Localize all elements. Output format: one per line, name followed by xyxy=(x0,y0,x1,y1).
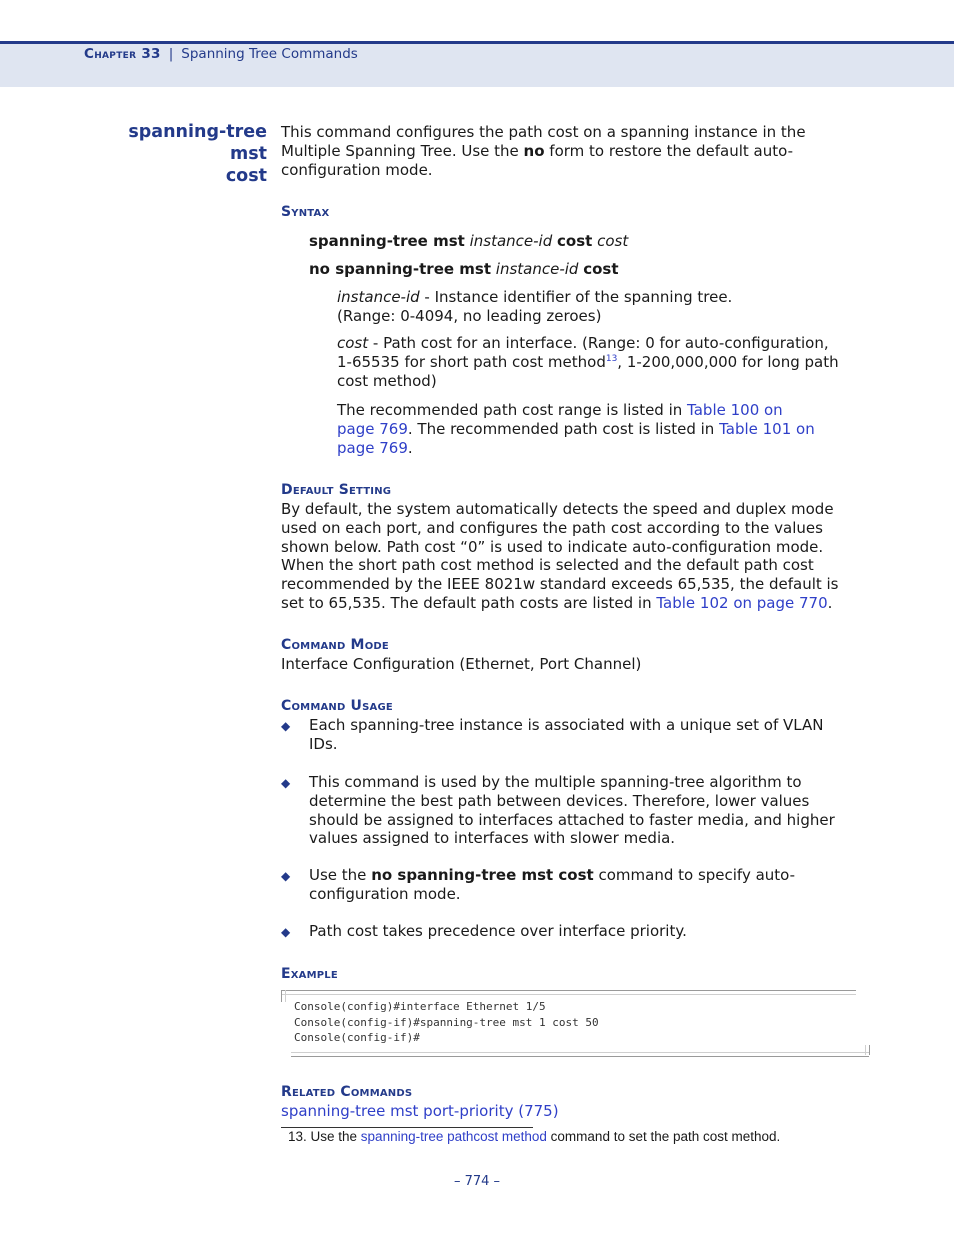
table-100-link[interactable]: page 769 xyxy=(337,419,408,438)
related-command-link[interactable]: spanning-tree mst port-priority (775) xyxy=(281,1102,559,1120)
text: cost method) xyxy=(337,371,437,390)
text: recommended by the IEEE 8021w standard exceeds 65,535, the default is xyxy=(281,575,839,594)
syntax-param: cost xyxy=(597,232,629,250)
intro-line xyxy=(281,142,806,161)
syntax-command xyxy=(309,232,628,251)
command-title-line2: cost xyxy=(225,166,267,186)
command-title xyxy=(96,121,267,187)
table-100-link[interactable]: Table 100 on xyxy=(687,401,783,419)
intro-line: This command configures the path cost on a spanning instance in the xyxy=(281,123,806,141)
text: command to specify auto- xyxy=(593,866,796,884)
pathcost-method-link[interactable]: spanning-tree pathcost method xyxy=(360,1129,547,1144)
bullet-diamond-icon: ◆ xyxy=(281,776,291,790)
text: The recommended path cost range is listed in xyxy=(337,401,688,419)
chapter-label: Chapter 33 xyxy=(84,46,161,62)
syntax-heading: Syntax xyxy=(281,204,330,220)
table-101-link[interactable]: page 769 xyxy=(337,438,408,457)
text: When the short path cost method is selected and the default path cost xyxy=(281,556,814,575)
syntax-keyword: spanning-tree mst xyxy=(309,232,465,250)
text: . xyxy=(407,438,413,457)
syntax-keyword: cost xyxy=(557,232,593,250)
default-setting-heading: Default Setting xyxy=(281,482,392,498)
usage-bullet-1 xyxy=(309,716,869,754)
usage-bullet-3 xyxy=(309,866,869,904)
recommended-note xyxy=(337,401,815,457)
syntax-keyword: no spanning-tree mst xyxy=(309,260,491,278)
text: set to 65,535. The default path costs are listed in xyxy=(281,593,657,612)
command-title-line1: spanning-tree mst xyxy=(128,122,267,164)
page-number: – 774 – xyxy=(453,1174,501,1189)
intro-paragraph xyxy=(281,123,806,179)
code-border xyxy=(281,990,286,1002)
text: - Path cost for an interface. (Range: 0 for auto-configuration, xyxy=(368,334,829,352)
param-instance-id xyxy=(337,288,732,326)
footnote xyxy=(288,1129,780,1144)
text: , 1-200,000,000 for long path xyxy=(617,352,839,371)
text: . The recommended path cost is listed in xyxy=(407,419,720,438)
text: Use the xyxy=(309,866,372,884)
table-102-link[interactable]: Table 102 on page 770 xyxy=(656,593,828,612)
param-name: instance-id xyxy=(337,288,420,306)
command-usage-heading: Command Usage xyxy=(281,698,393,714)
code-line: Console(config-if)#spanning-tree mst 1 cost 50 xyxy=(294,1016,599,1029)
text: IDs. xyxy=(309,734,338,753)
text: Path cost takes precedence over interface priority. xyxy=(309,922,687,940)
example-heading: Example xyxy=(281,966,338,982)
text: shown below. Path cost “0” is used to indicate auto-configuration mode. xyxy=(281,537,824,556)
table-101-link[interactable]: Table 101 on xyxy=(719,419,815,438)
bullet-diamond-icon: ◆ xyxy=(281,869,291,883)
text: used on each port, and configures the path cost according to the values xyxy=(281,518,823,537)
syntax-param: instance-id xyxy=(469,232,553,250)
bullet-diamond-icon: ◆ xyxy=(281,719,291,733)
intro-line: configuration mode. xyxy=(281,160,433,179)
text: 1-65535 for short path cost method xyxy=(337,352,606,371)
syntax-no-command xyxy=(309,260,619,279)
param-cost xyxy=(337,334,839,390)
text: Each spanning-tree instance is associated with a unique set of VLAN xyxy=(309,716,824,734)
text: 13. Use the xyxy=(288,1129,361,1144)
code-border xyxy=(281,990,856,995)
param-name: cost xyxy=(337,334,369,352)
text: determine the best path between devices. Therefore, lower values xyxy=(309,791,810,810)
code-border xyxy=(865,1045,870,1055)
text: Multiple Spanning Tree. Use the xyxy=(281,141,524,160)
text: configuration mode. xyxy=(309,884,461,903)
text: values assigned to interfaces with slower media. xyxy=(309,829,676,848)
keyword: no xyxy=(523,141,545,160)
text: command to set the path cost method. xyxy=(546,1129,781,1144)
command-mode-text: Interface Configuration (Ethernet, Port Channel) xyxy=(281,655,642,673)
running-header xyxy=(84,46,358,62)
text: (Range: 0-4094, no leading zeroes) xyxy=(337,306,602,325)
text: form to restore the default auto- xyxy=(544,141,794,160)
syntax-param: instance-id xyxy=(495,260,579,278)
bullet-diamond-icon: ◆ xyxy=(281,925,291,939)
code-line: Console(config-if)# xyxy=(294,1031,420,1044)
default-setting-paragraph xyxy=(281,500,839,613)
text: should be assigned to interfaces attached to faster media, and higher xyxy=(309,810,835,829)
chapter-title: Spanning Tree Commands xyxy=(181,46,358,62)
footnote-ref[interactable]: 13 xyxy=(605,353,618,364)
text: - Instance identifier of the spanning tree. xyxy=(419,288,733,306)
related-commands-heading: Related Commands xyxy=(281,1084,413,1100)
code-border xyxy=(291,1052,869,1057)
code-line: Console(config)#interface Ethernet 1/5 xyxy=(294,1000,546,1013)
usage-bullet-2 xyxy=(309,773,869,848)
example-code-box xyxy=(281,990,869,1058)
keyword: no spanning-tree mst cost xyxy=(371,866,594,884)
header-separator: | xyxy=(168,46,174,62)
usage-bullet-4 xyxy=(309,922,869,941)
text: This command is used by the multiple spanning-tree algorithm to xyxy=(309,773,802,791)
text: . xyxy=(827,593,833,612)
syntax-keyword: cost xyxy=(583,260,619,278)
command-mode-heading: Command Mode xyxy=(281,637,389,653)
text: By default, the system automatically detects the speed and duplex mode xyxy=(281,500,834,518)
footnote-rule xyxy=(281,1127,533,1128)
